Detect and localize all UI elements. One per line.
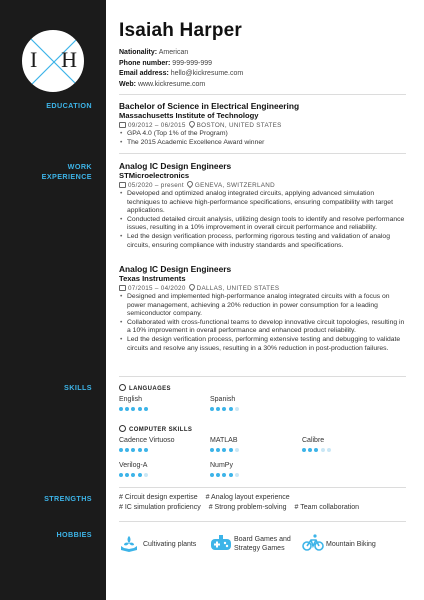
skill-level-dots: [210, 407, 300, 412]
languages-heading: [119, 384, 171, 393]
skill-level-dots: [302, 448, 392, 453]
gamepad-icon: [210, 533, 232, 553]
list-item: • The 2015 Academic Excellence Award winner: [119, 139, 407, 148]
skill-dot: [235, 473, 239, 477]
section-title-strengths: STRENGTHS: [44, 494, 92, 503]
school-name: Massachusetts Institute of Technology: [119, 111, 259, 120]
location-pin-icon: [186, 180, 194, 188]
monitor-icon: [119, 425, 126, 432]
skill-dot: [131, 473, 135, 477]
skill-dot: [138, 473, 142, 477]
list-item: • Developed and optimized analog integrated circuits, applying advanced simulation techniques to achieve high-performance specifications, ensuring compatibility with target applications.: [119, 190, 407, 216]
skill-dot: [216, 448, 220, 452]
skill-item: [119, 461, 209, 478]
skill-dot: [210, 448, 214, 452]
contact-value: hello@kickresume.com: [170, 70, 244, 78]
strength-tag: # Circuit design expertise: [119, 494, 198, 501]
skill-dot: [119, 448, 123, 452]
calendar-icon: [119, 182, 126, 188]
job-title: Analog IC Design Engineers: [119, 264, 232, 274]
strength-tag: # Analog layout experience: [205, 494, 290, 501]
skill-dot: [144, 448, 148, 452]
globe-icon: [119, 384, 126, 391]
divider: [119, 487, 406, 488]
work-dates: 05/2020 – present: [128, 182, 184, 189]
contact-row-phone: [119, 59, 243, 70]
skill-dot: [216, 473, 220, 477]
skill-dot: [235, 448, 239, 452]
skill-dot: [210, 407, 214, 411]
contact-row-nationality: [119, 48, 243, 59]
skill-item: [119, 436, 209, 453]
skill-dot: [125, 407, 129, 411]
skill-name: MATLAB: [210, 437, 238, 444]
skill-dot: [222, 407, 226, 411]
skill-dot: [125, 448, 129, 452]
strengths-row: [119, 503, 409, 513]
company-name: Texas Instruments: [119, 274, 186, 283]
calendar-icon: [119, 122, 126, 128]
skill-dot: [222, 448, 226, 452]
contact-value: www.kickresume.com: [137, 80, 206, 88]
skill-name: English: [119, 396, 142, 403]
section-title-work-line2: EXPERIENCE: [41, 172, 92, 181]
contact-value: American: [158, 49, 189, 56]
work-dates: 07/2015 – 04/2020: [128, 285, 186, 292]
computer-skills-heading-text: COMPUTER SKILLS: [129, 427, 193, 433]
skill-dot: [210, 473, 214, 477]
skill-dot: [321, 448, 325, 452]
skill-dot: [138, 448, 142, 452]
job-title: Analog IC Design Engineers: [119, 161, 232, 171]
logo-initial-left: I: [30, 47, 38, 72]
skill-level-dots: [119, 473, 209, 478]
contact-label: Email address:: [119, 70, 169, 78]
skill-dot: [138, 407, 142, 411]
skill-dot: [119, 473, 123, 477]
skill-level-dots: [119, 407, 209, 412]
divider: [119, 521, 406, 522]
strengths-list: [119, 493, 409, 513]
work-bullets: [119, 190, 407, 250]
plant-hands-icon: [119, 533, 139, 553]
section-title-education: EDUCATION: [46, 101, 92, 110]
work-meta: [119, 284, 407, 293]
strength-tag: # IC simulation proficiency: [119, 504, 201, 511]
education-entry: [119, 101, 407, 147]
education-meta: [119, 121, 407, 130]
skill-dot: [229, 448, 233, 452]
strength-tag: # Strong problem-solving: [208, 504, 287, 511]
candidate-name: Isaiah Harper: [119, 20, 242, 41]
hobby-label-line2: Strategy Games: [234, 545, 285, 552]
work-location: GENEVA, SWITZERLAND: [194, 182, 275, 189]
divider: [119, 153, 406, 154]
skill-item: [119, 395, 209, 412]
contact-label: Web:: [119, 80, 136, 88]
skill-name: Verilog-A: [119, 462, 148, 469]
skill-dot: [229, 473, 233, 477]
list-item: • Led the design verification process, performing rigorous testing and validation of analog circuits, ensuring compliance with industry standards and specifications.: [119, 233, 407, 250]
skill-dot: [125, 473, 129, 477]
skill-level-dots: [119, 448, 209, 453]
skill-item: [210, 436, 300, 453]
skill-dot: [222, 473, 226, 477]
skill-name: Cadence Virtuoso: [119, 437, 175, 444]
monogram-logo: [21, 29, 85, 93]
hobby-item: [302, 530, 402, 558]
hobby-item: [210, 530, 306, 558]
contact-label: Phone number:: [119, 59, 171, 67]
skill-item: [210, 461, 300, 478]
computer-skills-heading: [119, 425, 192, 434]
hobby-item: [119, 530, 214, 558]
skill-dot: [308, 448, 312, 452]
skill-name: Spanish: [210, 396, 236, 403]
location-pin-icon: [187, 283, 195, 291]
strength-tag: # Team collaboration: [294, 504, 359, 511]
skill-dot: [302, 448, 306, 452]
hobby-label: Mountain Biking: [326, 541, 376, 548]
skill-dot: [327, 448, 331, 452]
education-bullets: [119, 130, 407, 147]
logo-initial-right: H: [61, 47, 77, 72]
education-dates: 09/2012 – 06/2015: [128, 122, 186, 129]
section-title-work: [0, 162, 92, 182]
skill-dot: [235, 407, 239, 411]
work-entry-2: [119, 264, 407, 353]
company-name: STMicroelectronics: [119, 171, 190, 180]
section-title-work-line1: WORK: [67, 162, 92, 171]
list-item: • Designed and implemented high-performance analog integrated circuits with a focus on power management, achieving a 20% reduction in power consumption for a leading semiconductor company.: [119, 293, 407, 319]
strengths-row: [119, 493, 409, 503]
hobby-label: Cultivating plants: [143, 541, 197, 548]
skill-level-dots: [210, 448, 300, 453]
skill-dot: [119, 407, 123, 411]
list-item: • Conducted detailed circuit analysis, utilizing design tools to identify and resolve performance issues, resulting in a 10% improvement in overall circuit performance and reliability.: [119, 216, 407, 233]
work-location: DALLAS, UNITED STATES: [196, 285, 280, 292]
skill-dot: [216, 407, 220, 411]
skill-level-dots: [210, 473, 300, 478]
work-bullets: [119, 293, 407, 353]
degree-title: Bachelor of Science in Electrical Engineering: [119, 101, 300, 111]
hobby-label-line1: Board Games and: [234, 536, 291, 543]
sidebar: [0, 0, 106, 600]
skill-item: [302, 436, 392, 453]
skill-item: [210, 395, 300, 412]
section-title-hobbies: HOBBIES: [56, 530, 92, 539]
divider: [119, 94, 406, 95]
contact-row-email: [119, 69, 243, 80]
skill-dot: [131, 407, 135, 411]
bicycle-icon: [302, 533, 324, 553]
work-meta: [119, 181, 407, 190]
contact-label: Nationality:: [119, 49, 158, 56]
calendar-icon: [119, 285, 126, 291]
location-pin-icon: [187, 120, 195, 128]
skill-dot: [144, 407, 148, 411]
list-item: • GPA 4.0 (Top 1% of the Program): [119, 130, 407, 139]
education-location: BOSTON, UNITED STATES: [196, 122, 282, 129]
contact-value: 999-999-999: [172, 59, 212, 67]
contact-info: [119, 48, 243, 90]
divider: [119, 376, 406, 377]
languages-heading-text: LANGUAGES: [129, 386, 171, 392]
list-item: • Led the design verification process, performing extensive testing and debugging to validate circuits and resolve any issues, resulting in a 30% reduction in post-production failures.: [119, 336, 407, 353]
skill-name: NumPy: [210, 462, 233, 469]
skill-name: Calibre: [302, 437, 325, 444]
list-item: • Collaborated with cross-functional teams to develop innovative circuit topologies, resulting in a 10% improvement in overall performance and enhanced product reliability.: [119, 319, 407, 336]
skill-dot: [229, 407, 233, 411]
skill-dot: [131, 448, 135, 452]
contact-row-web: [119, 80, 243, 91]
skill-dot: [144, 473, 148, 477]
section-title-skills: SKILLS: [64, 383, 92, 392]
work-entry-1: [119, 161, 407, 250]
skill-dot: [314, 448, 318, 452]
